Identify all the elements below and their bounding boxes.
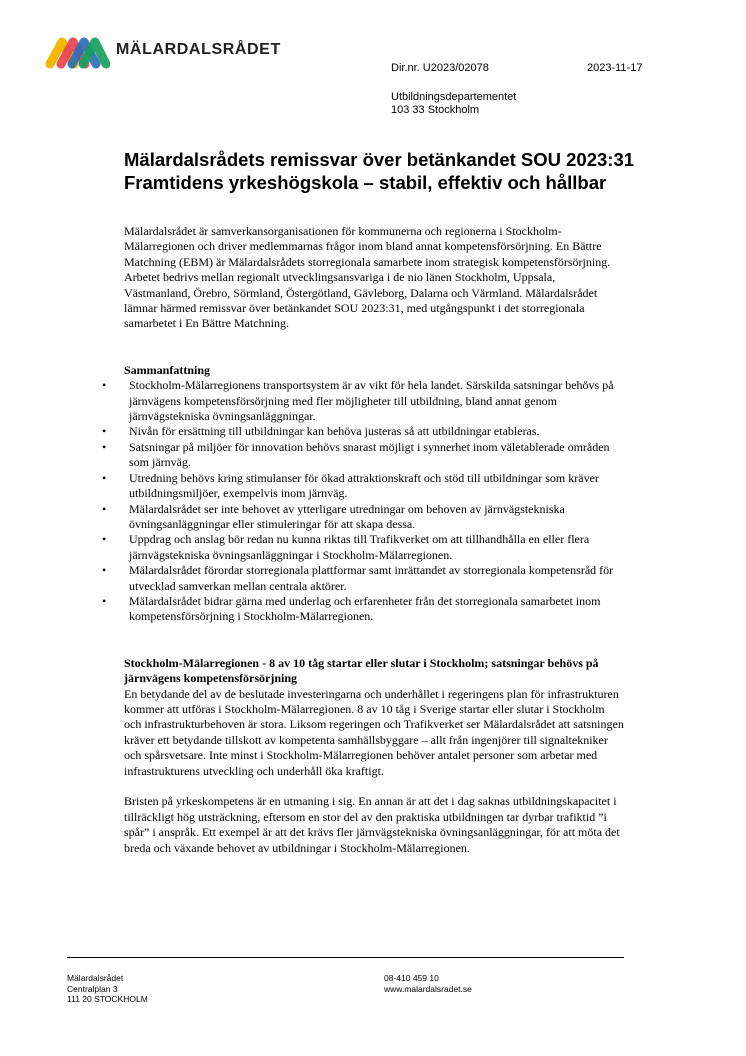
logo-text: MÄLARDALSRÅDET bbox=[116, 41, 281, 58]
bullet-icon: • bbox=[102, 563, 107, 578]
section-paragraph-2: Bristen på yrkeskompetens är en utmaning i sig. En annan är att det i dag saknas utbildningskapacitet i tillräckligt hög utsträckning, eftersom en stor del av den praktiska utbildningen tar dyrbar trafiktid ”i spår” i anspråk. Ett exempel är att det krävs fler järnvägstekniska övningsanläggningar, för att möta det breda och växande behovet av utbildningar i Stockholm-Mälarregionen. bbox=[124, 794, 620, 855]
summary-heading: Sammanfattning bbox=[124, 362, 211, 377]
section-paragraph-1: En betydande del av de beslutade investeringarna och underhållet i regeringens plan för infrastrukturen kommer att utföras i Stockholm-Mälarregionen. 8 av 10 tåg i Sverige startar eller slutar i Stockholm och infrastrukturbehoven är stora. Liksom regeringen och Trafikverket ser Mälardalsrådet att satsningen kräver ett betydande tillskott av kompetenta samhällsbyggare – allt från ingenjörer till signaltekniker och spårsvetsare. Inte minst i Stockholm-Mälarregionen behöver antalet personer som arbetar med infrastrukturens utveckling och underhåll öka kraftigt. bbox=[124, 686, 624, 778]
document-body bbox=[102, 224, 624, 856]
list-item: • Uppdrag och anslag bör redan nu kunna riktas till Trafikverket om att tillhandhålla en eller flera järnvägstekniska övningsanläggningar i Stockholm-Mälarregionen. bbox=[102, 532, 590, 562]
bullet-icon: • bbox=[102, 470, 107, 485]
section-heading: Stockholm-Mälarregionen - 8 av 10 tåg startar eller slutar i Stockholm; satsningar behövs på järnvägens kompetensförsörjning bbox=[124, 655, 599, 686]
bullet-icon: • bbox=[102, 532, 107, 547]
list-item: • Stockholm-Mälarregionens transportsystem är av vikt för hela landet. Särskilda satsningar behövs på järnvägens kompetensförsörjning med fler möjligheter till utbildning, bland annat genom järnvägstekniska övningsanläggningar. bbox=[102, 378, 614, 424]
summary-list bbox=[102, 378, 624, 625]
list-item: • Mälardalsrådet bidrar gärna med underlag och erfarenheter från det storregionala samarbetet inom kompetensförsörjning i Stockholm-Mälarregionen. bbox=[102, 593, 601, 624]
bullet-icon: • bbox=[102, 439, 107, 454]
recipient-name: Utbildningsdepartementet bbox=[391, 91, 517, 103]
recipient-address bbox=[391, 91, 516, 117]
list-item: • Satsningar på miljöer för innovation behövs snarast möjligt i synnerhet inom väletablerade områden som järnväg. bbox=[102, 439, 610, 470]
footer-postal: 111 20 STOCKHOLM bbox=[67, 994, 148, 1004]
intro-paragraph: Mälardalsrådet är samverkansorganisationen för kommunerna och regionerna i Stockholm-Mälarregionen och driver medlemmarnas frågor inom bland annat kompetensförsörjning. En Bättre Matchning (EBM) är Mälardalsrådets storregionala samarbete inom strategisk kompetensförsörjning. Arbetet bedrivs mellan regionalt utvecklingsansvariga i de nio länen Stockholm, Uppsala, Västmanland, Örebro, Sörmland, Östergötland, Gävleborg, Dalarna och Värmland. Mälardalsrådet lämnar härmed remissvar över betänkandet SOU 2023:31, med utgångspunkt i det storregionala samarbetet i En Bättre Matchning. bbox=[124, 224, 611, 331]
malardalsradet-logo-icon bbox=[44, 30, 110, 70]
logo bbox=[44, 30, 281, 70]
footer-street: Centralplan 3 bbox=[67, 983, 118, 994]
footer-org: Mälardalsrådet bbox=[67, 973, 124, 983]
page-title: Mälardalsrådets remissvar över betänkandet SOU 2023:31 Framtidens yrkeshögskola – stabil, effektiv och hållbar bbox=[124, 149, 635, 193]
recipient-postal: 103 33 Stockholm bbox=[391, 104, 480, 116]
bullet-icon: • bbox=[102, 593, 107, 608]
footer-website-link[interactable]: www.malardalsradet.se bbox=[384, 983, 472, 994]
list-item: • Utredning behövs kring stimulanser för ökad attraktionskraft och stöd till utbildningar som kräver utbildningsmiljöer, exempelvis inom järnväg. bbox=[102, 470, 599, 501]
list-item: • Mälardalsrådet förordar storregionala plattformar samt inrättandet av storregionala kompetensråd för utvecklad samverkan mellan centrala aktörer. bbox=[102, 563, 614, 593]
bullet-icon: • bbox=[102, 424, 107, 439]
bullet-icon: • bbox=[102, 378, 107, 393]
list-item: • Mälardalsrådet ser inte behovet av ytterligare utredningar om behoven av järnvägstekniska övningsanläggningar eller stimuleringar för att skapa dessa. bbox=[102, 501, 565, 531]
dir-number: Dir.nr. U2023/02078 bbox=[391, 62, 489, 74]
footer-phone: 08-410 459 10 bbox=[384, 973, 439, 983]
footer-divider bbox=[67, 957, 624, 958]
document-date: 2023-11-17 bbox=[587, 62, 643, 74]
list-item: • Nivån för ersättning till utbildningar kan behöva justeras så att utbildningar etableras. bbox=[102, 424, 540, 439]
footer-contact bbox=[384, 973, 472, 994]
footer-address bbox=[67, 973, 148, 1005]
bullet-icon: • bbox=[102, 501, 107, 516]
